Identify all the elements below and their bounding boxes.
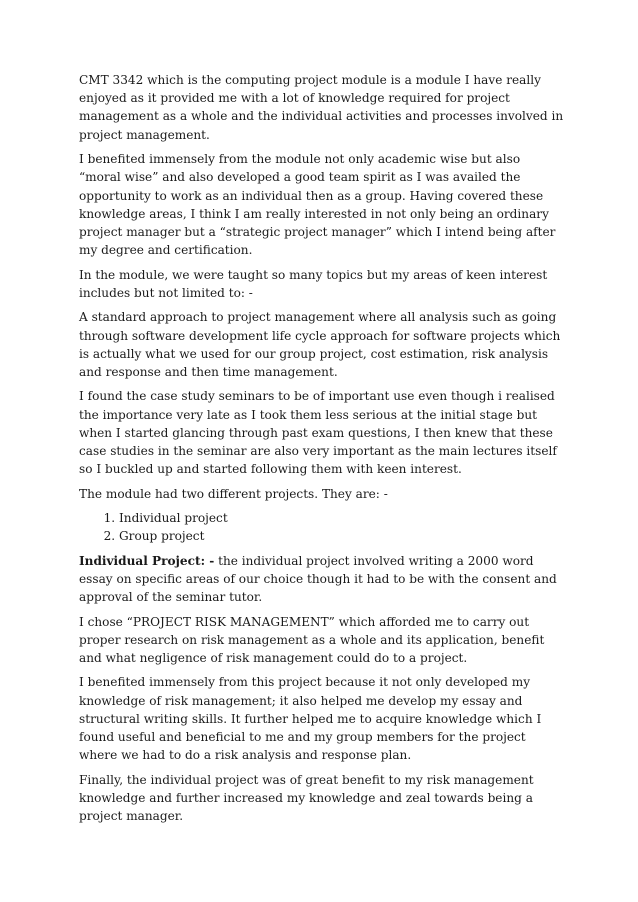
list-item: 2. Group project: [119, 527, 565, 545]
paragraph-case-study: I found the case study seminars to be of important use even though i realised the importance very late as I took them less serious at the initial stage but when I started glancing through past exam questions, I then knew that these case studies in the seminar are also very important as the main lectures itself so I buckled up and started following them with keen interest.: [79, 389, 557, 477]
paragraph-topics-intro: In the module, we were taught so many topics but my areas of keen interest includes but not limited to: -: [79, 267, 548, 300]
paragraph-intro: CMT 3342 which is the computing project module is a module I have really enjoyed as it provided me with a lot of knowledge required for project management as a whole and the individual activities and processes involved in project management.: [79, 73, 564, 142]
paragraph-conclusion: Finally, the individual project was of great benefit to my risk management knowledge and further increased my knowledge and zeal towards being a project manager.: [79, 772, 534, 824]
paragraph-risk-management: I chose “PROJECT RISK MANAGEMENT” which afforded me to carry out proper research on risk management as a whole and its application, benefit and what negligence of risk management could do to a project.: [79, 614, 545, 665]
paragraph-individual-project: [79, 552, 565, 607]
list-item: 1. Individual project: [119, 509, 565, 527]
individual-project-text: the individual project involved writing a 2000 word essay on specific areas of our choice though it had to be with the consent and approval of the seminar tutor.: [79, 553, 557, 605]
individual-project-label: Individual Project: -: [79, 553, 215, 568]
paragraph-project-benefit: I benefited immensely from this project because it not only developed my knowledge of risk management; it also helped me develop my essay and structural writing skills. It further helped me to acquire knowledge which I found useful and beneficial to me and my group members for the project where we had to do a risk analysis and response plan.: [79, 675, 542, 763]
paragraph-projects-intro: The module had two different projects. They are: -: [79, 486, 388, 501]
projects-list: [79, 509, 565, 545]
paragraph-benefits: I benefited immensely from the module not only academic wise but also “moral wise” and also developed a good team spirit as I was availed the opportunity to work as an individual then as a group. Having covered these knowledge areas, I think I am really interested in not only being an ordinary project manager but a “strategic project manager” which I intend being after my degree and certification.: [79, 152, 556, 258]
document-page: [79, 71, 565, 832]
paragraph-standard-approach: A standard approach to project management where all analysis such as going through software development life cycle approach for software projects which is actually what we used for our group project, cost estimation, risk analysis and response and then time management.: [79, 310, 561, 379]
